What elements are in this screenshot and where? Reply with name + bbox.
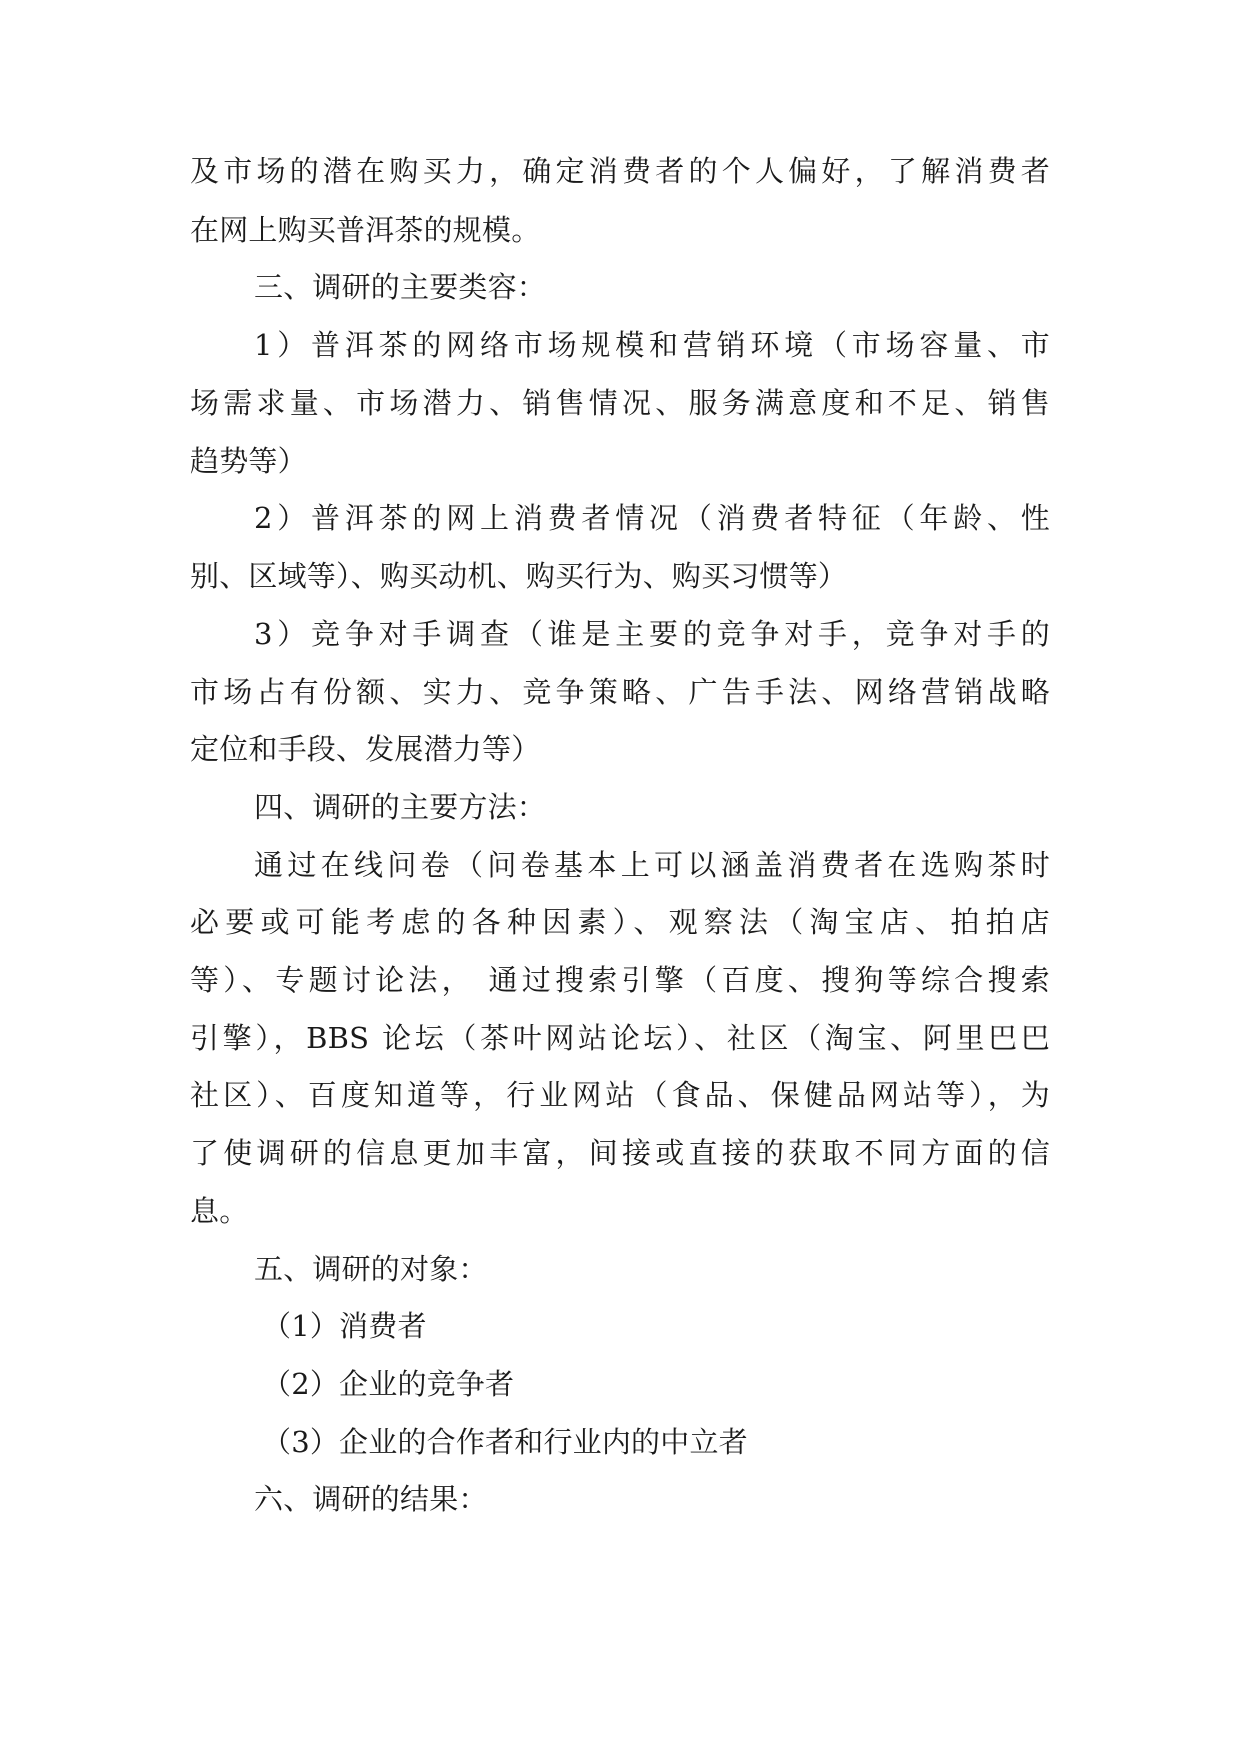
- section-heading-5: 五、调研的对象：: [254, 1252, 488, 1286]
- body-text-line: 社区）、百度知道等，行业网站（食品、保健品网站等），为: [190, 1078, 1050, 1112]
- body-text-line: 及市场的潜在购买力，确定消费者的个人偏好，了解消费者: [190, 154, 1050, 188]
- section-heading-4: 四、调研的主要方法：: [254, 790, 547, 824]
- body-text-line: 引擎），BBS 论坛（茶叶网站论坛）、社区（淘宝、阿里巴巴: [190, 1021, 1050, 1055]
- body-text-line: 通过在线问卷（问卷基本上可以涵盖消费者在选购茶时: [254, 848, 1050, 882]
- list-item: （2）企业的竞争者: [262, 1367, 515, 1401]
- body-text-line: 定位和手段、发展潜力等）: [190, 732, 541, 766]
- body-text-line: 别、区域等）、购买动机、购买行为、购买习惯等）: [190, 559, 848, 593]
- body-text-line: 必要或可能考虑的各种因素）、观察法（淘宝店、拍拍店: [190, 905, 1050, 939]
- body-text-line: 等）、专题讨论法， 通过搜索引擎（百度、搜狗等综合搜索: [190, 963, 1050, 997]
- section-heading-6: 六、调研的结果：: [254, 1482, 488, 1516]
- body-text-line: 2）普洱茶的网上消费者情况（消费者特征（年龄、性: [254, 501, 1050, 535]
- body-text-line: 场需求量、市场潜力、销售情况、服务满意度和不足、销售: [190, 386, 1050, 420]
- list-item: （1）消费者: [262, 1309, 427, 1343]
- body-text-line: 1）普洱茶的网络市场规模和营销环境（市场容量、市: [254, 328, 1050, 362]
- section-heading-3: 三、调研的主要类容：: [254, 270, 547, 304]
- body-text-line: 息。: [190, 1194, 249, 1228]
- body-text-line: 3）竞争对手调查（谁是主要的竞争对手，竞争对手的: [254, 617, 1050, 651]
- body-text-line: 趋势等）: [190, 444, 307, 478]
- body-text-line: 了使调研的信息更加丰富，间接或直接的获取不同方面的信: [190, 1136, 1050, 1170]
- body-text-line: 市场占有份额、实力、竞争策略、广告手法、网络营销战略: [190, 675, 1050, 709]
- body-text-line: 在网上购买普洱茶的规模。: [190, 213, 541, 247]
- list-item: （3）企业的合作者和行业内的中立者: [262, 1425, 748, 1459]
